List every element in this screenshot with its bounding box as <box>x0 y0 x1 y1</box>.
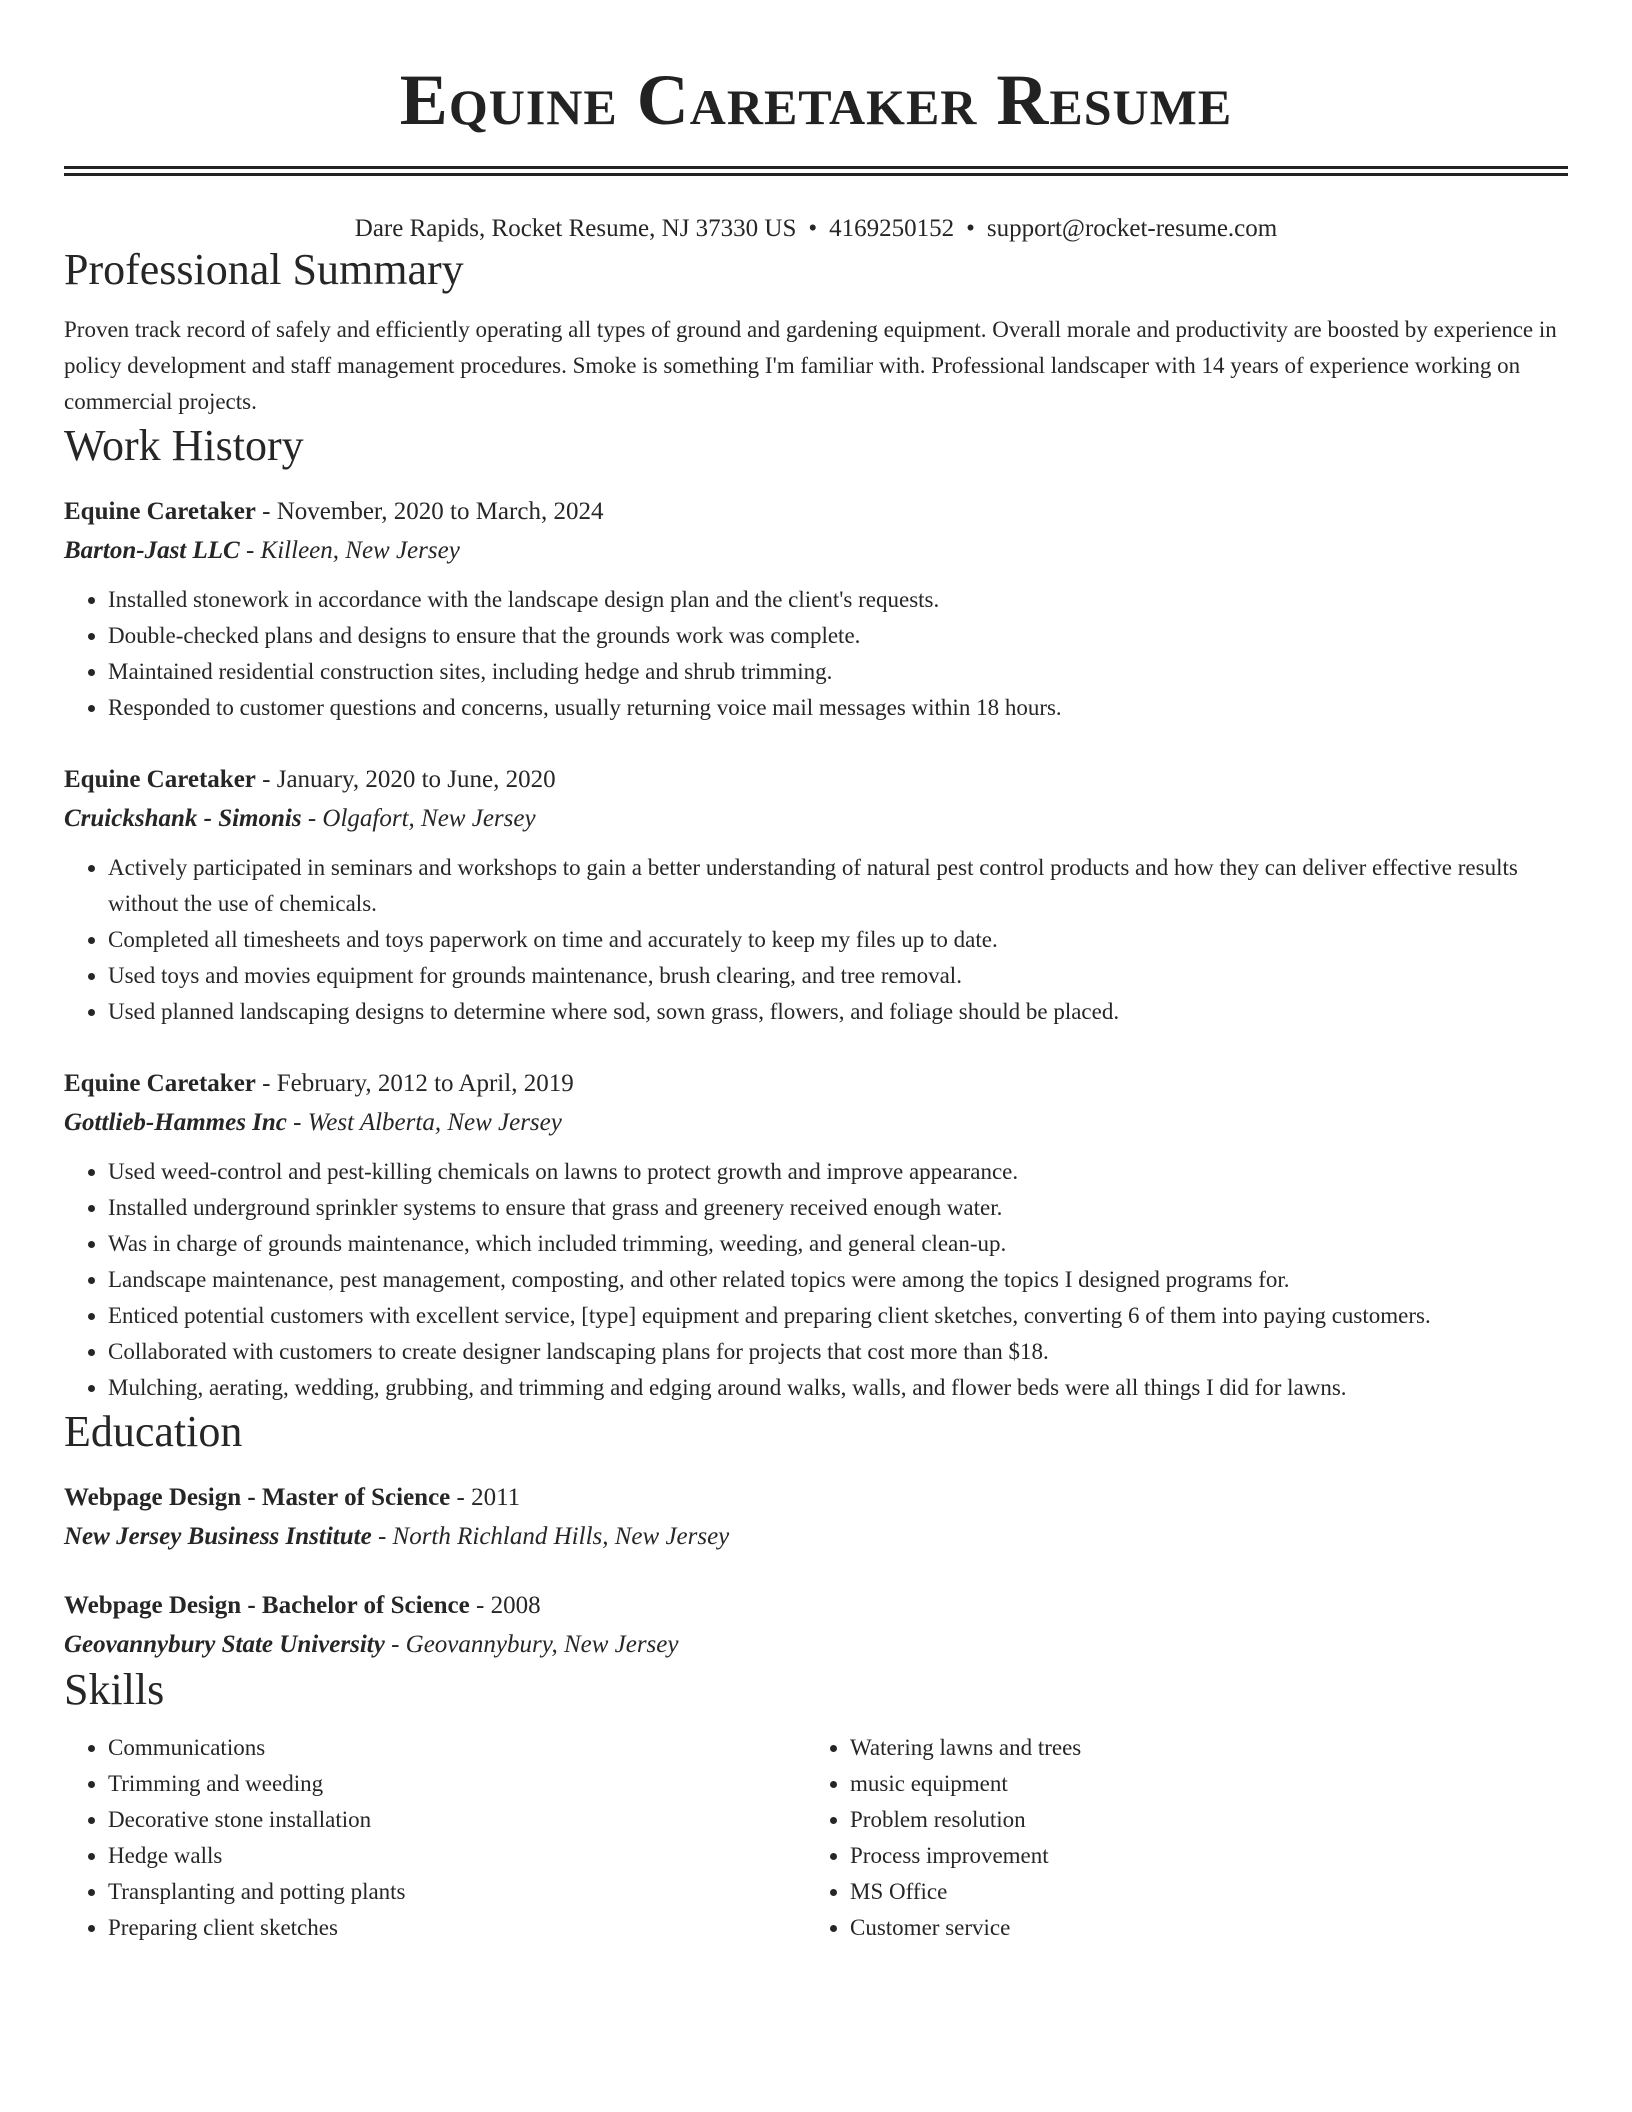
school: New Jersey Business Institute <box>64 1523 372 1550</box>
degree-line <box>64 1586 1568 1626</box>
skill-item: • Decorative stone installation <box>108 1802 806 1838</box>
job-location: - Olgafort, New Jersey <box>301 805 536 832</box>
job-entry <box>64 1064 1568 1406</box>
skills-list-right <box>806 1730 1548 1946</box>
skill-item: • Preparing client sketches <box>108 1910 806 1946</box>
skills-list-left <box>64 1730 806 1946</box>
job-entry <box>64 760 1568 1030</box>
job-bullet: • Mulching, aerating, wedding, grubbing, and trimming and edging around walks, walls, and flower beds were all things I did for lawns. <box>108 1370 1568 1406</box>
job-title: Equine Caretaker <box>64 498 256 525</box>
job-location: - Killeen, New Jersey <box>239 537 460 564</box>
job-bullet: • Used toys and movies equipment for grounds maintenance, brush clearing, and tree removal. <box>108 958 1568 994</box>
skill-item: • Watering lawns and trees <box>850 1730 1548 1766</box>
degree: Webpage Design - Bachelor of Science <box>64 1592 470 1619</box>
skill-item: • Trimming and weeding <box>108 1766 806 1802</box>
job-bullet: • Installed stonework in accordance with the landscape design plan and the client's requests. <box>108 582 1568 618</box>
job-title: Equine Caretaker <box>64 766 256 793</box>
work-history-heading: Work History <box>64 421 304 470</box>
skill-item: • Transplanting and potting plants <box>108 1874 806 1910</box>
skills-heading: Skills <box>64 1665 165 1714</box>
summary-text: Proven track record of safely and efficiently operating all types of ground and gardening equipment. Overall morale and productivity are boosted by experience in policy development and staff management procedures. Smoke is something I'm familiar with. Professional landscaper with 14 years of experience working on commercial projects. <box>64 317 1557 414</box>
job-dates: - February, 2012 to April, 2019 <box>255 1070 574 1097</box>
job-bullet: • Maintained residential construction sites, including hedge and shrub trimming. <box>108 654 1568 690</box>
skill-item: • music equipment <box>850 1766 1548 1802</box>
job-title-line <box>64 760 1568 800</box>
job-entry <box>64 492 1568 726</box>
job-bullet: • Completed all timesheets and toys paperwork on time and accurately to keep my files up to date. <box>108 922 1568 958</box>
job-company: Gottlieb-Hammes Inc <box>64 1109 287 1136</box>
job-title-line <box>64 492 1568 532</box>
skill-item: • MS Office <box>850 1874 1548 1910</box>
contact-phone: 4169250152 <box>829 215 955 242</box>
contact-separator: • <box>808 215 818 242</box>
degree: Webpage Design - Master of Science <box>64 1484 451 1511</box>
job-company: Cruickshank - Simonis <box>64 805 302 832</box>
job-bullets <box>64 850 1568 1030</box>
education-entry <box>64 1478 1568 1556</box>
job-bullet: • Used planned landscaping designs to determine where sod, sown grass, flowers, and foliage should be placed. <box>108 994 1568 1030</box>
title-double-rule <box>64 166 1568 176</box>
skill-item: • Hedge walls <box>108 1838 806 1874</box>
job-title-line <box>64 1064 1568 1104</box>
contact-line <box>64 214 1568 244</box>
resume-page <box>64 0 1568 1946</box>
job-bullet: • Installed underground sprinkler systems to ensure that grass and greenery received enough water. <box>108 1190 1568 1226</box>
skills-columns <box>64 1730 1568 1946</box>
job-bullets <box>64 582 1568 726</box>
job-bullet: • Double-checked plans and designs to ensure that the grounds work was complete. <box>108 618 1568 654</box>
skill-item: • Problem resolution <box>850 1802 1548 1838</box>
job-bullets <box>64 1154 1568 1406</box>
education-entry <box>64 1586 1568 1664</box>
page-title: Equine Caretaker Resume <box>399 60 1233 140</box>
degree-line <box>64 1478 1568 1518</box>
degree-year: - 2011 <box>450 1484 521 1511</box>
job-bullet: • Used weed-control and pest-killing chemicals on lawns to protect growth and improve appearance. <box>108 1154 1568 1190</box>
contact-separator: • <box>966 215 975 242</box>
school-line <box>64 1626 1568 1664</box>
job-bullet: • Was in charge of grounds maintenance, which included trimming, weeding, and general clean-up. <box>108 1226 1568 1262</box>
degree-year: - 2008 <box>469 1592 541 1619</box>
job-bullet: • Actively participated in seminars and workshops to gain a better understanding of natural pest control products and how they can deliver effective results without the use of chemicals. <box>108 850 1568 922</box>
job-bullet: • Responded to customer questions and concerns, usually returning voice mail messages within 18 hours. <box>108 690 1568 726</box>
skill-item: • Communications <box>108 1730 806 1766</box>
job-location: - West Alberta, New Jersey <box>286 1109 562 1136</box>
contact-email: support@rocket-resume.com <box>986 215 1278 242</box>
job-company-line <box>64 1104 1568 1142</box>
job-dates: - November, 2020 to March, 2024 <box>255 498 604 525</box>
job-company-line <box>64 800 1568 838</box>
job-dates: - January, 2020 to June, 2020 <box>255 766 556 793</box>
school-line <box>64 1518 1568 1556</box>
education-heading: Education <box>64 1407 243 1456</box>
summary-heading: Professional Summary <box>64 245 464 294</box>
job-bullet: • Enticed potential customers with excellent service, [type] equipment and preparing client sketches, converting 6 of them into paying customers. <box>108 1298 1568 1334</box>
job-title: Equine Caretaker <box>64 1070 256 1097</box>
job-company-line <box>64 532 1568 570</box>
school: Geovannybury State University <box>64 1631 385 1658</box>
job-company: Barton-Jast LLC <box>64 537 240 564</box>
school-location: - North Richland Hills, New Jersey <box>371 1523 730 1550</box>
skill-item: • Process improvement <box>850 1838 1548 1874</box>
job-bullet: • Collaborated with customers to create designer landscaping plans for projects that cost more than $18. <box>108 1334 1568 1370</box>
job-bullet: • Landscape maintenance, pest management, composting, and other related topics were among the topics I designed programs for. <box>108 1262 1568 1298</box>
contact-address: Dare Rapids, Rocket Resume, NJ 37330 US <box>354 215 797 242</box>
skill-item: • Customer service <box>850 1910 1548 1946</box>
school-location: - Geovannybury, New Jersey <box>384 1631 679 1658</box>
